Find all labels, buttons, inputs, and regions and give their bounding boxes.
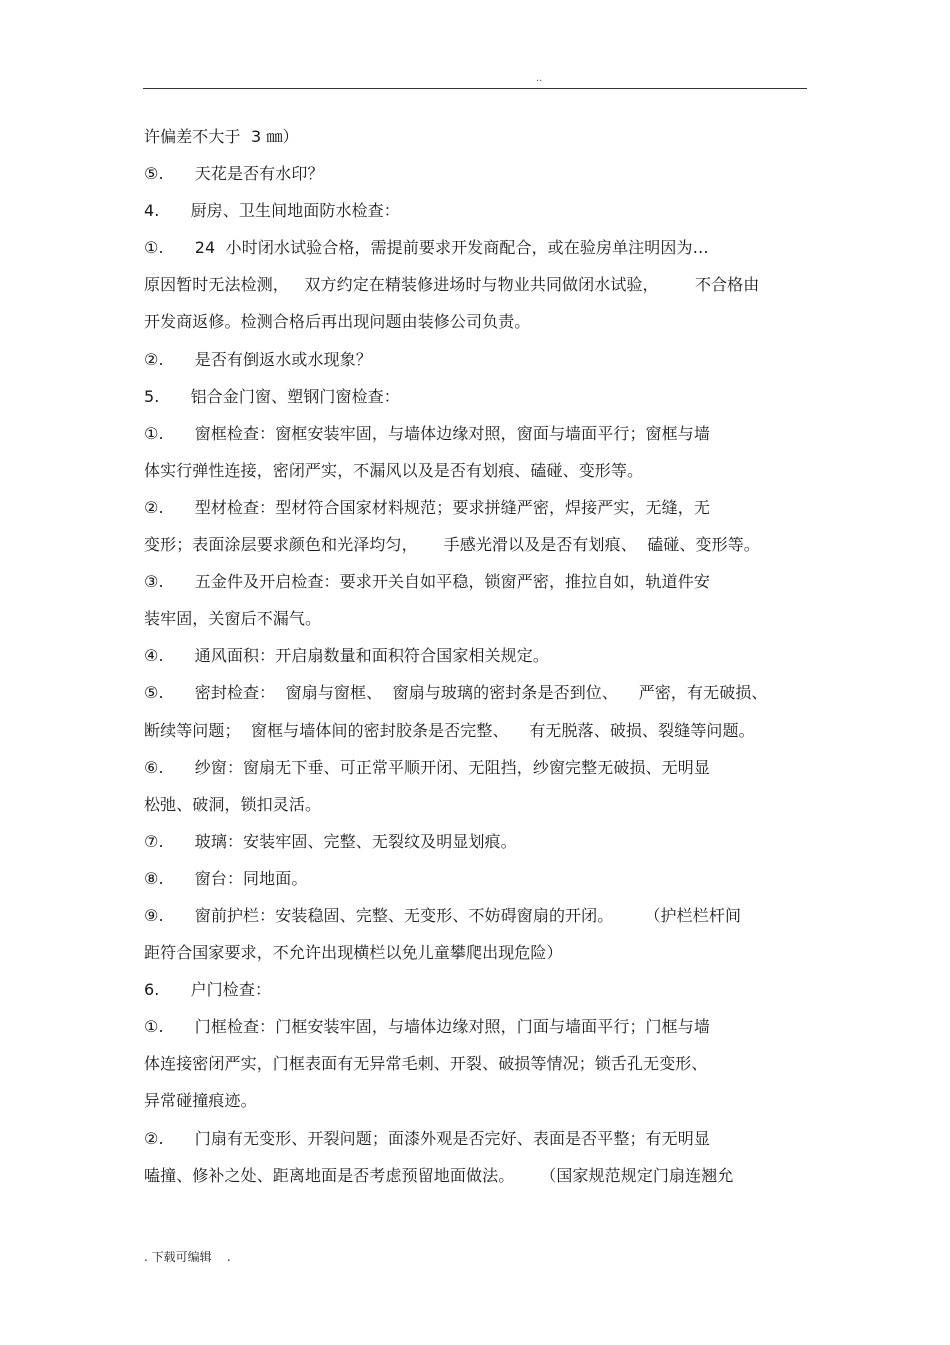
text-line: ⑦. 玻璃：安装牢固、完整、无裂纹及明显划痕。 bbox=[144, 831, 517, 851]
text-line: ⑧. 窗台：同地面。 bbox=[144, 868, 308, 888]
text-line: ①. 窗框检查：窗框安装牢固，与墙体边缘对照，窗面与墙面平行；窗框与墙 bbox=[144, 423, 710, 443]
text-line: 开发商返修。检测合格后再出现问题由装修公司负责。 bbox=[144, 312, 531, 332]
document-body bbox=[144, 118, 808, 1194]
header-rule bbox=[143, 88, 807, 89]
text-line: 松弛、破洞，锁扣灵活。 bbox=[144, 794, 322, 814]
footer-note: . 下载可编辑 . bbox=[144, 1250, 231, 1264]
text-line: 异常碰撞痕迹。 bbox=[144, 1091, 257, 1111]
text-line: ⑤. 密封检查： 窗扇与窗框、 窗扇与玻璃的密封条是否到位、 严密，有无破损、 bbox=[144, 683, 768, 703]
text-line: 6. 户门检查： bbox=[144, 980, 272, 1000]
text-line: 变形；表面涂层要求颜色和光泽均匀， 手感光滑以及是否有划痕、 磕碰、变形等。 bbox=[144, 535, 760, 555]
text-line: ⑤. 天花是否有水印？ bbox=[144, 164, 324, 184]
text-line: 体连接密闭严实，门框表面有无异常毛刺、开裂、破损等情况；锁舌孔无变形、 bbox=[144, 1054, 708, 1074]
text-line: 体实行弹性连接，密闭严实，不漏风以及是否有划痕、磕碰、变形等。 bbox=[144, 460, 644, 480]
text-line: ③. 五金件及开启检查：要求开关自如平稳，锁窗严密，推拉自如，轨道件安 bbox=[144, 572, 710, 592]
text-line: ⑥. 纱窗：窗扇无下垂、可正常平顺开闭、无阻挡，纱窗完整无破损、无明显 bbox=[144, 757, 710, 777]
text-line: 5. 铝合金门窗、塑钢门窗检查： bbox=[144, 386, 400, 406]
text-line: ②. 是否有倒返水或水现象？ bbox=[144, 349, 372, 369]
text-line: ④. 通风面积：开启扇数量和面积符合国家相关规定。 bbox=[144, 646, 549, 666]
text-line: 原因暂时无法检测， 双方约定在精装修进场时与物业共同做闭水试验， 不合格由 bbox=[144, 275, 760, 295]
text-line: ①. 门框检查：门框安装牢固，与墙体边缘对照，门面与墙面平行；门框与墙 bbox=[144, 1017, 710, 1037]
text-line: 断续等问题； 窗框与墙体间的密封胶条是否完整、 有无脱落、破损、裂缝等问题。 bbox=[144, 720, 755, 740]
text-line: ①. 24 小时闭水试验合格，需提前要求开发商配合，或在验房单注明因为… bbox=[144, 238, 709, 258]
text-line: 许偏差不大于 3 ㎜） bbox=[144, 127, 299, 146]
text-line: 距符合国家要求，不允许出现横栏以免儿童攀爬出现危险） bbox=[144, 943, 563, 963]
text-line: 4. 厨房、卫生间地面防水检查： bbox=[144, 201, 400, 221]
text-line: 嗑撞、修补之处、距离地面是否考虑预留地面做法。 （国家规范规定门扇连翘允 bbox=[144, 1165, 734, 1185]
text-line: 装牢固，关窗后不漏气。 bbox=[144, 609, 322, 629]
text-line: ②. 门扇有无变形、开裂问题；面漆外观是否完好、表面是否平整；有无明显 bbox=[144, 1128, 710, 1148]
header-mark: .. bbox=[536, 73, 543, 84]
text-line: ⑨. 窗前护栏：安装稳固、完整、无变形、不妨碍窗扇的开闭。 （护栏栏杆间 bbox=[144, 905, 742, 925]
text-line: ②. 型材检查：型材符合国家材料规范；要求拼缝严密，焊接严实，无缝，无 bbox=[144, 497, 710, 517]
